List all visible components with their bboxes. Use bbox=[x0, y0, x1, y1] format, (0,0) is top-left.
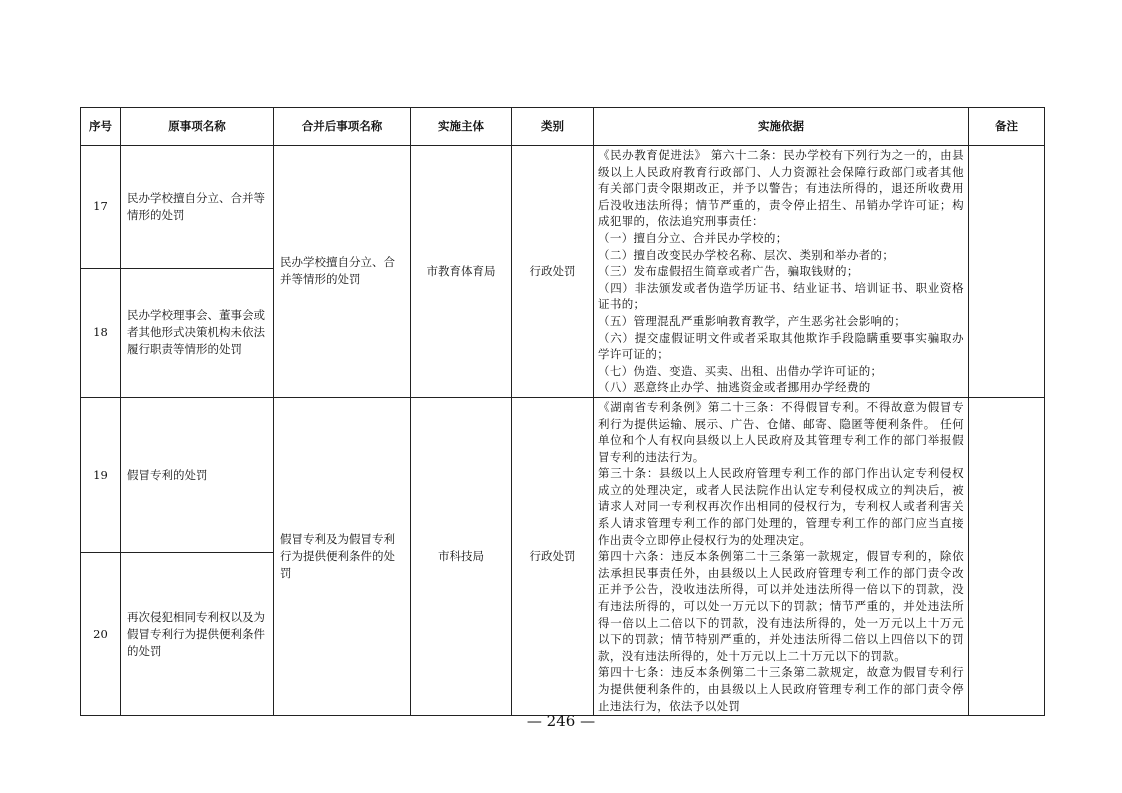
basis-paragraph: 《湖南省专利条例》第二十三条：不得假冒专利。不得故意为假冒专利行为提供运输、展示、广告、仓储、邮寄、隐匿等便利条件。 任何单位和个人有权向县级以上人民政府及其管理专利工作的部门举报假冒专利的违法行为。 bbox=[598, 399, 964, 464]
table-row bbox=[81, 397, 1045, 553]
original-name: 假冒专利的处罚 bbox=[121, 397, 274, 553]
original-name: 民办学校擅自分立、合并等情形的处罚 bbox=[121, 146, 274, 269]
subject: 市科技局 bbox=[411, 397, 512, 715]
basis-paragraph: （四）非法颁发或者伪造学历证书、结业证书、培训证书、职业资格证书的； bbox=[598, 280, 964, 312]
header-basis: 实施依据 bbox=[594, 108, 969, 146]
remarks bbox=[969, 146, 1045, 398]
header-no: 序号 bbox=[81, 108, 121, 146]
table-header bbox=[81, 108, 1045, 146]
row-no: 18 bbox=[81, 268, 121, 397]
merged-name: 民办学校擅自分立、合并等情形的处罚 bbox=[274, 146, 411, 398]
basis-paragraph: 第三十条：县级以上人民政府管理专利工作的部门作出认定专利侵权成立的处理决定，或者人民法院作出认定专利侵权成立的判决后，被请求人对同一专利权再次作出相同的侵权行为，专利权人或者利害关系人请求管理专利工作的部门处理的，管理专利工作的部门应当直接作出责令立即停止侵权行为的处理决定。 bbox=[598, 466, 964, 547]
basis bbox=[594, 146, 969, 398]
original-name: 再次侵犯相同专利权以及为假冒专利行为提供便利条件的处罚 bbox=[121, 553, 274, 716]
items-table bbox=[80, 107, 1045, 716]
basis-paragraph: （七）伪造、变造、买卖、出租、出借办学许可证的； bbox=[598, 363, 883, 378]
subject: 市教育体育局 bbox=[411, 146, 512, 398]
category: 行政处罚 bbox=[512, 397, 594, 715]
remarks bbox=[969, 397, 1045, 715]
basis-paragraph: （二）擅自改变民办学校名称、层次、类别和举办者的； bbox=[598, 247, 895, 262]
merged-name: 假冒专利及为假冒专利行为提供便利条件的处罚 bbox=[274, 397, 411, 715]
basis-paragraph: 第四十七条：违反本条例第二十三条第二款规定，故意为假冒专利行为提供便利条件的，由县级以上人民政府管理专利工作的部门责令停止违法行为，依法予以处罚 bbox=[598, 665, 964, 713]
basis-paragraph: 《民办教育促进法》 第六十二条：民办学校有下列行为之一的，由县级以上人民政府教育行政部门、人力资源社会保障行政部门或者其他有关部门责令限期改正，并予以警告；有违法所得的，退还所收费用后没收违法所得；情节严重的，责令停止招生、吊销办学许可证；构成犯罪的，依法追究刑事责任： bbox=[598, 148, 964, 229]
page-number: — 246 — bbox=[526, 712, 596, 730]
header-merged-name: 合并后事项名称 bbox=[274, 108, 411, 146]
row-no: 17 bbox=[81, 146, 121, 269]
category: 行政处罚 bbox=[512, 146, 594, 398]
basis-paragraph: （五）管理混乱严重影响教育教学，产生恶劣社会影响的； bbox=[598, 313, 907, 328]
basis bbox=[594, 397, 969, 715]
original-name: 民办学校理事会、董事会或者其他形式决策机构未依法履行职责等情形的处罚 bbox=[121, 268, 274, 397]
basis-paragraph: （六）提交虚假证明文件或者采取其他欺诈手段隐瞒重要事实骗取办学许可证的； bbox=[598, 330, 964, 362]
table-row bbox=[81, 146, 1045, 269]
row-no: 20 bbox=[81, 553, 121, 716]
header-subject: 实施主体 bbox=[411, 108, 512, 146]
basis-paragraph: （一）擅自分立、合并民办学校的； bbox=[598, 230, 788, 245]
basis-paragraph: （三）发布虚假招生简章或者广告，骗取钱财的； bbox=[598, 264, 859, 279]
basis-paragraph: 第四十六条：违反本条例第二十三条第一款规定，假冒专利的，除依法承担民事责任外，由县级以上人民政府管理专利工作的部门责令改正并予公告，没收违法所得，可以并处违法所得一倍以下的罚款，没有违法所得的，可以处一万元以下的罚款；情节严重的，并处违法所得一倍以上二倍以下的罚款，没有违法所得的，处一万元以上十万元以下的罚款；情节特别严重的，并处违法所得二倍以上四倍以下的罚款，没有违法所得的，处十万元以上二十万元以下的罚款。 bbox=[598, 549, 964, 663]
header-category: 类别 bbox=[512, 108, 594, 146]
basis-paragraph: （八）恶意终止办学、抽逃资金或者挪用办学经费的 bbox=[598, 380, 871, 395]
header-original-name: 原事项名称 bbox=[121, 108, 274, 146]
header-remarks: 备注 bbox=[969, 108, 1045, 146]
row-no: 19 bbox=[81, 397, 121, 553]
